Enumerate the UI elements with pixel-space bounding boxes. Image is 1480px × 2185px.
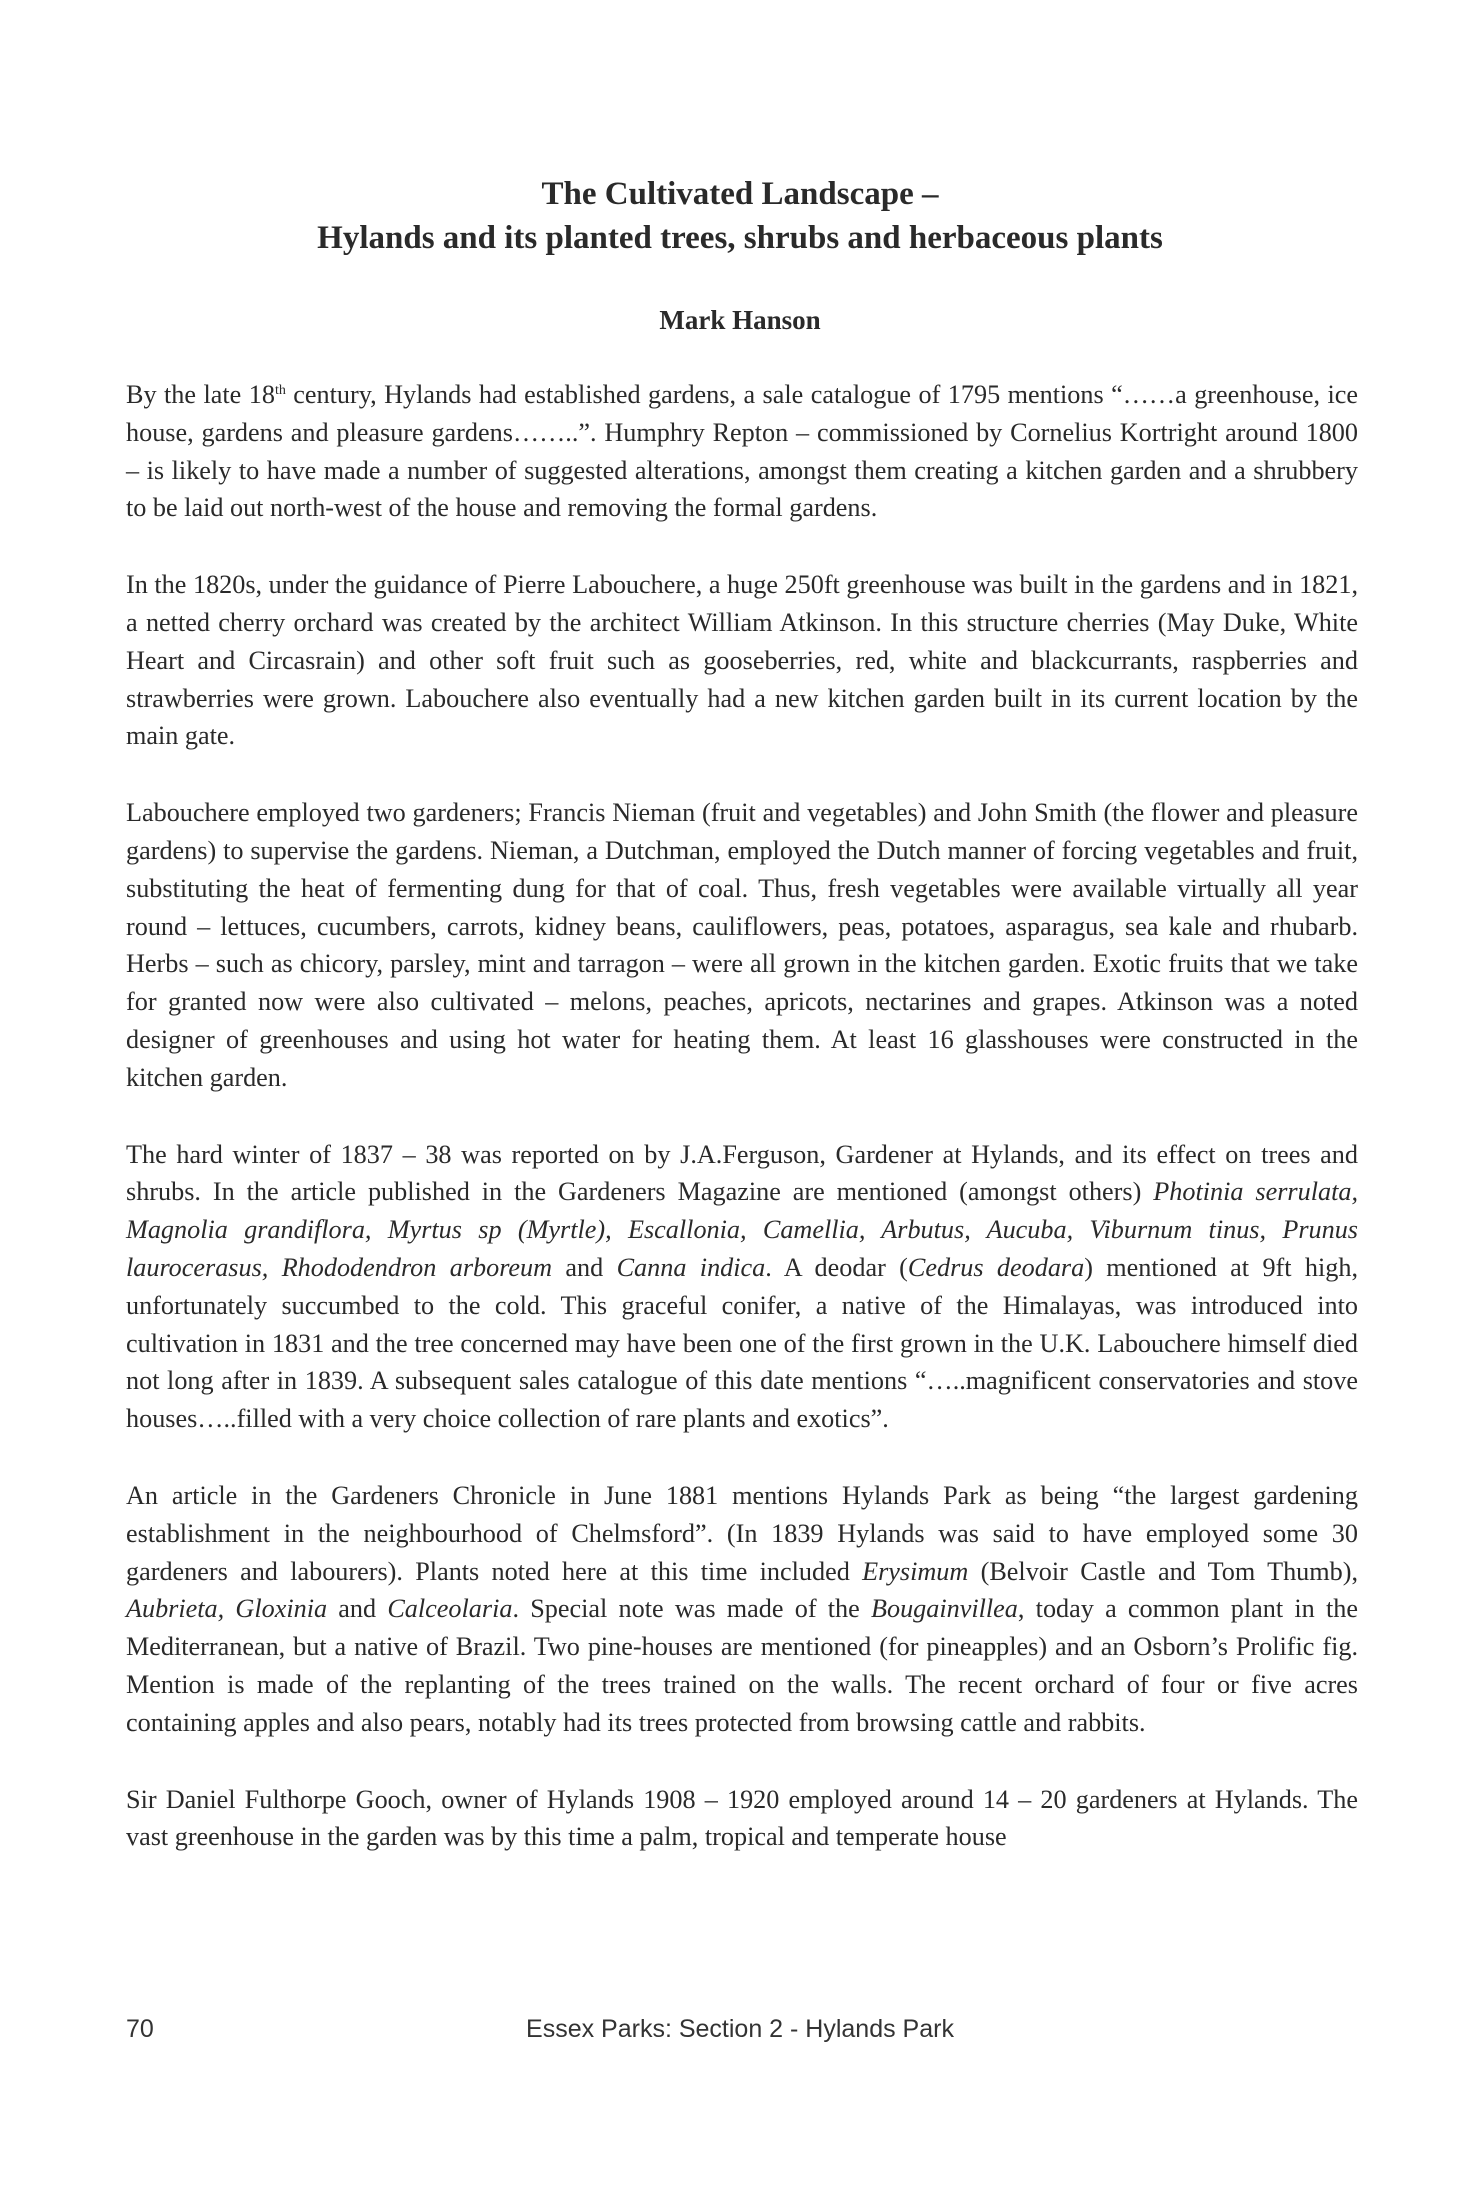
calceolaria-italic: Calceolaria xyxy=(387,1594,513,1624)
paragraph-4-text-a: The hard winter of 1837 – 38 was reported on by J.A.Ferguson, Gardener at Hylands, and its effect on trees and shrubs. In the article published in the Gardeners Magazine are mentioned (amongst others) xyxy=(126,1139,1358,1207)
canna-italic: Canna indica xyxy=(616,1252,766,1282)
paragraph-5 xyxy=(126,1477,1358,1742)
paragraph-4-text-b: and xyxy=(552,1252,617,1282)
plant-names-italic: Photinia serrulata, Magnolia grandiflora, Myrtus sp (Myrtle), Escallonia, Camellia, Arbutus, Aucuba, Viburnum tinus, Prunus laurocerasus, Rhododendron arboreum xyxy=(126,1177,1358,1282)
paragraph-5-text-a: An article in the Gardeners Chronicle in June 1881 mentions Hylands Park as being “the largest gardening establishment in the neighbourhood of Chelmsford”. (In 1839 Hylands was said to have employed some 30 gardeners and labourers). Plants noted here at this time included xyxy=(126,1480,1358,1586)
paragraph-2: In the 1820s, under the guidance of Pierre Labouchere, a huge 250ft greenhouse was built in the gardens and in 1821, a netted cherry orchard was created by the architect William Atkinson. In this structure cherries (May Duke, White Heart and Circasrain) and other soft fruit such as gooseberries, red, white and blackcurrants, raspberries and strawberries were grown. Labouchere also eventually had a new kitchen garden built in its current location by the main gate. xyxy=(126,570,1358,751)
article-title xyxy=(0,172,1480,260)
paragraph-1 xyxy=(126,376,1358,527)
paragraph-6: Sir Daniel Fulthorpe Gooch, owner of Hylands 1908 – 1920 employed around 14 – 20 gardeners at Hylands. The vast greenhouse in the garden was by this time a palm, tropical and temperate house xyxy=(126,1784,1358,1852)
title-line-1: The Cultivated Landscape – xyxy=(541,176,939,212)
page-number: 70 xyxy=(126,2015,154,2043)
paragraph-4-text-c: . A deodar ( xyxy=(765,1252,908,1282)
ordinal-suffix: th xyxy=(274,383,286,398)
author-name: Mark Hanson xyxy=(659,305,821,335)
article-body xyxy=(126,376,1358,1895)
paragraph-5-text-c: and xyxy=(327,1594,388,1624)
running-title: Essex Parks: Section 2 - Hylands Park xyxy=(526,2015,954,2043)
bougainvillea-italic: Bougainvillea xyxy=(870,1594,1018,1624)
paragraph-5-text-b: (Belvoir Castle and Tom Thumb), xyxy=(968,1556,1358,1586)
page-footer xyxy=(0,2015,1480,2055)
paragraph-5-text-e: , today a common plant in the Mediterranean, but a native of Brazil. Two pine-houses are mentioned (for pineapples) and an Osborn’s Prolific fig. Mention is made of the replanting of the trees trained on the walls. The recent orchard of four or five acres containing apples and also pears, notably had its trees protected from browsing cattle and rabbits. xyxy=(126,1594,1358,1737)
aubrieta-italic: Aubrieta, Gloxinia xyxy=(126,1594,328,1624)
paragraph-5-text-d: . Special note was made of the xyxy=(512,1594,871,1624)
paragraph-4 xyxy=(126,1136,1358,1438)
cedrus-italic: Cedrus deodara xyxy=(907,1252,1085,1282)
paragraph-3: Labouchere employed two gardeners; Francis Nieman (fruit and vegetables) and John Smith (the flower and pleasure gardens) to supervise the gardens. Nieman, a Dutchman, employed the Dutch manner of forcing vegetables and fruit, substituting the heat of fermenting dung for that of coal. Thus, fresh vegetables were available virtually all year round – lettuces, cucumbers, carrots, kidney beans, cauliflowers, peas, potatoes, asparagus, sea kale and rhubarb. Herbs – such as chicory, parsley, mint and tarragon – were all grown in the kitchen garden. Exotic fruits that we take for granted now were also cultivated – melons, peaches, apricots, nectarines and grapes. Atkinson was a noted designer of greenhouses and using hot water for heating them. At least 16 glasshouses were constructed in the kitchen garden. xyxy=(126,798,1358,1092)
paragraph-4-text-d: ) mentioned at 9ft high, unfortunately succumbed to the cold. This graceful conifer, a native of the Himalayas, was introduced into cultivation in 1831 and the tree concerned may have been one of the first grown in the U.K. Labouchere himself died not long after in 1839. A subsequent sales catalogue of this date mentions “…..magnificent conservatories and stove houses…..filled with a very choice collection of rare plants and exotics”. xyxy=(126,1252,1358,1434)
paragraph-1-text-a: By the late 18 xyxy=(126,380,275,409)
erysimum-italic: Erysimum xyxy=(862,1556,969,1586)
paragraph-1-text-b: century, Hylands had established gardens, a sale catalogue of 1795 mentions “……a greenhouse, ice house, gardens and pleasure gardens……..”. Humphry Repton – commissioned by Cornelius Kortright around 1800 – is likely to have made a number of suggested alterations, amongst them creating a kitchen garden and a shrubbery to be laid out north-west of the house and removing the formal gardens. xyxy=(126,380,1359,523)
title-line-2: Hylands and its planted trees, shrubs and herbaceous plants xyxy=(317,220,1163,256)
